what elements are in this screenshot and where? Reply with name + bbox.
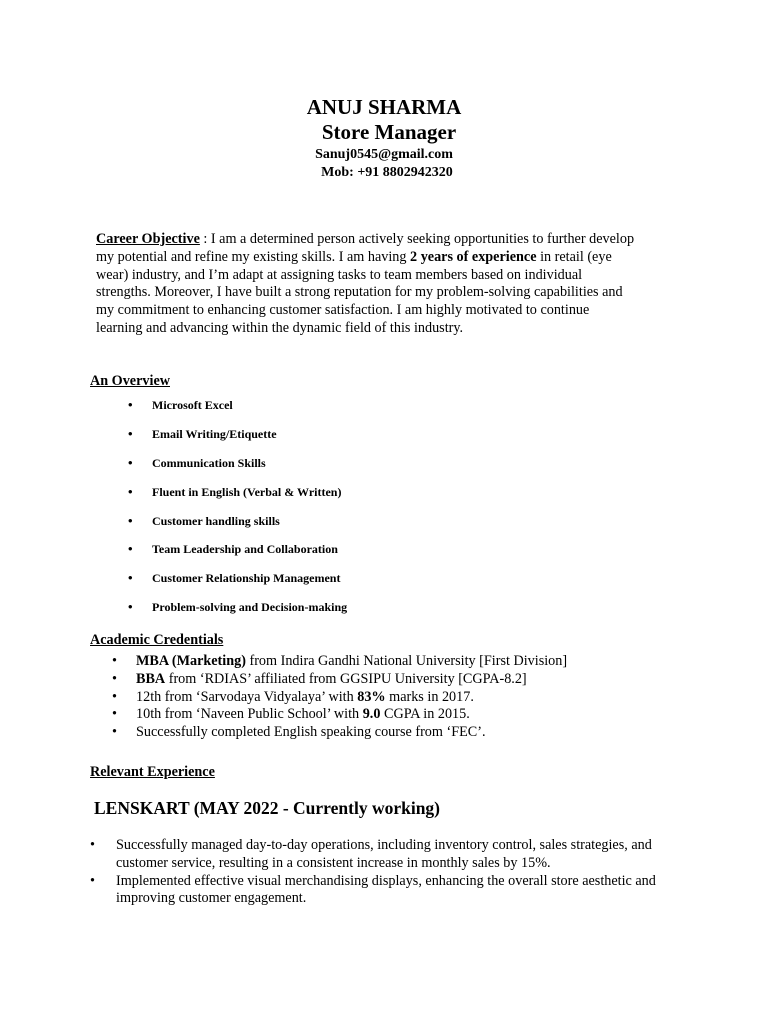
candidate-email: Sanuj0545@gmail.com [315, 147, 453, 162]
degree-name: MBA (Marketing) [136, 653, 246, 669]
list-item [128, 426, 277, 442]
skill-label: Problem-solving and Decision-making [152, 600, 348, 614]
skill-label: Fluent in English (Verbal & Written) [152, 485, 342, 499]
candidate-mobile: Mob: +91 8802942320 [321, 165, 453, 180]
degree-score: 9.0 [362, 706, 381, 723]
degree-detail: from ‘RDIAS’ affiliated from GGSIPU University [CGPA-8.2] [165, 670, 527, 687]
bullet: • [128, 541, 133, 556]
company-title: LENSKART (MAY 2022 - Currently working) [94, 798, 441, 818]
degree-detail: Successfully completed English speaking course from ‘FEC’. [136, 724, 486, 741]
skill-label: Microsoft Excel [152, 398, 233, 412]
list-item [112, 671, 567, 689]
degree-detail: from Indira Gandhi National University [First Division] [245, 653, 568, 669]
degree-name: BBA [136, 670, 166, 687]
list-item [128, 397, 233, 413]
experience-list [90, 837, 690, 908]
bullet: • [128, 455, 133, 470]
experience-heading: Relevant Experience [90, 764, 215, 780]
degree-prefix: 12th from ‘Sarvodaya Vidyalaya’ with [136, 688, 358, 705]
academic-heading: Academic Credentials [90, 632, 224, 648]
career-objective-text-2: in retail (eye wear) industry, and I’m adapt at assigning tasks to team members based on individual strengths. Moreover, I have built a strong reputation for my problem-solving capabilities and my commitment to enhancing customer satisfaction. I am highly motivated to continue learning and advancing within the dynamic field of this industry. [96, 248, 623, 336]
skill-label: Email Writing/Etiquette [152, 427, 277, 441]
skill-label: Customer handling skills [152, 514, 280, 528]
list-item [128, 541, 338, 557]
skill-label: Team Leadership and Collaboration [152, 542, 338, 556]
bullet: • [90, 872, 95, 889]
candidate-role: Store Manager [321, 120, 457, 144]
list-item [112, 724, 567, 742]
list-item [128, 513, 280, 529]
experience-text: Implemented effective visual merchandising displays, enhancing the overall store aesthetic and improving customer engagement. [116, 872, 656, 907]
bullet: • [128, 570, 133, 585]
list-item [90, 837, 690, 873]
bullet: • [128, 426, 133, 441]
list-item [90, 873, 690, 909]
degree-prefix: 10th from ‘Naveen Public School’ with [136, 706, 363, 723]
degree-detail: marks in 2017. [385, 688, 474, 705]
academic-list [112, 653, 567, 742]
career-objective-label: Career Objective [96, 231, 200, 247]
list-item [128, 484, 341, 500]
list-item [128, 455, 266, 471]
career-objective [96, 231, 636, 338]
overview-heading: An Overview [90, 373, 170, 389]
bullet: • [128, 397, 133, 412]
bullet: • [112, 724, 117, 741]
experience-text: Successfully managed day-to-day operations, including inventory control, sales strategies, and customer service, resulting in a consistent increase in monthly sales by 15%. [116, 837, 652, 871]
career-objective-text-1: : I am a determined person actively seeking opportunities to further develop my potential and refine my existing skills. I am having [96, 231, 635, 265]
list-item [112, 689, 567, 707]
bullet: • [128, 484, 133, 499]
candidate-name: ANUJ SHARMA [306, 95, 462, 119]
skill-label: Communication Skills [152, 456, 266, 470]
bullet: • [112, 670, 117, 687]
bullet: • [112, 688, 117, 705]
bullet: • [90, 837, 95, 853]
degree-detail: CGPA in 2015. [380, 706, 470, 723]
degree-score: 83% [357, 688, 386, 705]
bullet: • [128, 513, 133, 528]
skill-label: Customer Relationship Management [152, 571, 341, 585]
list-item [112, 653, 567, 671]
bullet: • [112, 653, 117, 669]
bullet: • [128, 599, 133, 614]
career-objective-bold: 2 years of experience [410, 248, 537, 265]
bullet: • [112, 706, 117, 723]
list-item [128, 599, 347, 615]
list-item [128, 570, 340, 586]
list-item [112, 706, 567, 724]
